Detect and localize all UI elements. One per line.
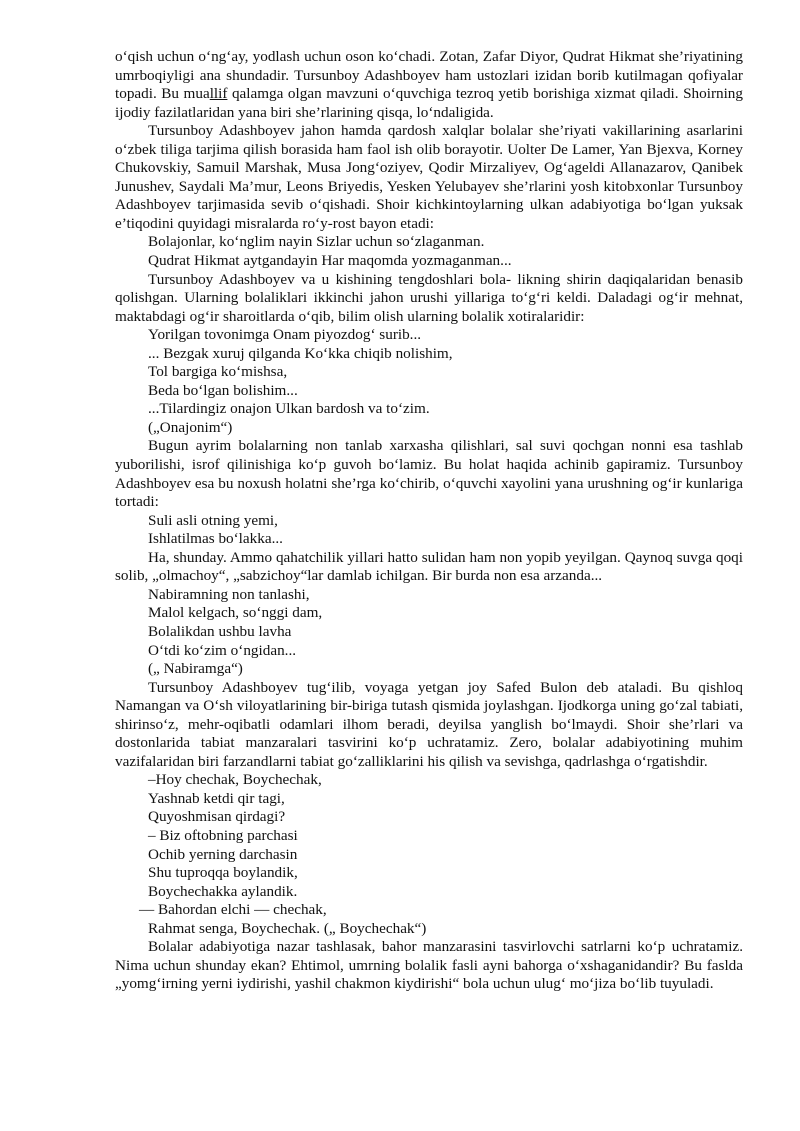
paragraph-6: Tursunboy Adashboyev tug‘ilib, voyaga yetgan joy Safed Bulon deb ataladi. Bu qishloq Namangan va O‘sh viloyatlarining bir-biriga tutash qismida joylashgan. Ijodkorga uning go‘zal tabiati, shirinso‘z, mehr-oqibatli odamlari ilhom beradi, deyilsa yanglish bo‘lmaydi. Shoir she’rlari va dostonlarida tabiat manzaralari tasvirini ko‘p uchratamiz. Zero, bolalar adabiyotining muhim vazifalaridan biri farzandlarni tabiat go‘zalliklarini his qilish va sevishga, qadrlashga o‘rgatishdir. [115, 678, 743, 770]
verse-line: Qudrat Hikmat aytgandayin Har maqomda yozmaganman... [148, 252, 512, 270]
verse-line: Suli asli otning yemi, [148, 511, 278, 529]
verse-line: Boychechakka aylandik. [148, 882, 298, 900]
verse-line: Malol kelgach, so‘nggi dam, [148, 604, 323, 622]
verse-line: Rahmat senga, Boychechak. („ Boychechak“) [148, 919, 427, 937]
verse-line: Shu tuproqqa boylandik, [148, 864, 298, 882]
verse-line: ...Tilardingiz onajon Ulkan bardosh va to‘zim. [148, 400, 430, 418]
poem-source: („ Nabiramga“) [148, 660, 243, 678]
text-run: o‘qish uchun o‘ng‘ay, yodlash uchun oson ko‘chadi. Zotan, Zafar Diyor, Qudrat Hikmat she’riyatining umrboqiyligi ana shundadir. Tursunboy Adashboyev ham ustozlari izidan borib kutilmagan qofiyalar topadi. Bu mua [115, 48, 743, 103]
text-run: qalamga olgan mavzuni o‘quvchiga tezroq yetib borishiga xizmat qiladi. Shoirning ijodiy fazilatlaridan yana biri she’rlarining qisqa, lo‘ndaligida. [115, 85, 743, 121]
paragraph-4: Bugun ayrim bolalarning non tanlab xarxasha qilishlari, sal suvi qochgan nonni esa tashlab yuborilishi, isrof qilinishiga ko‘p guvoh bo‘lamiz. Bu holat haqida achinib gapiramiz. Tursunboy Adashboyev esa bu noxush holatni she’rga ko‘chirib, o‘quvchi xayolini yana urushning og‘ir kunlariga tortadi: [115, 437, 743, 511]
verse-line: — Bahordan elchi — chechak, [139, 901, 327, 919]
paragraph-5: Ha, shunday. Ammo qahatchilik yillari hatto sulidan ham non yopib yeyilgan. Qaynoq suvga qoqi solib, „olmachoy“, „sabzichoy“lar damlab ichilgan. Bir burda non esa arzanda... [115, 548, 743, 585]
verse-line: ... Bezgak xuruj qilganda Ko‘kka chiqib nolishim, [148, 344, 453, 362]
verse-line: Quyoshmisan qirdagi? [148, 808, 286, 826]
verse-line: Yashnab ketdi qir tagi, [148, 789, 285, 807]
verse-line: Bolajonlar, ko‘nglim nayin Sizlar uchun so‘zlaganman. [148, 233, 485, 251]
paragraph-2: Tursunboy Adashboyev jahon hamda qardosh xalqlar bolalar she’riyati vakillarining asarlarini o‘zbek tiliga tarjima qilish borasida ham faol ish olib borayotir. Uolter De Lamer, Yan Bjexva, Korney Chukovskiy, Samuil Marshak, Musa Jong‘oziyev, Qodir Mirzaliyev, Og‘ageldi Allanazarov, Qanibek Junushev, Saydali Ma’mur, Leons Briyedis, Yesken Yelubayev she’rlarini yosh kitobxonlar Tursunboy Adashboyev tarjimasida sevib o‘qishadi. Shoir kichkintoylarning ulkan adabiyotiga bo‘lgan yuksak e’tiqodini quyidagi misralarda ro‘y-rost bayon etadi: [115, 122, 743, 232]
poem-source: („Onajonim“) [148, 418, 233, 436]
verse-line: Bolalikdan ushbu lavha [148, 622, 292, 640]
verse-line: –Hoy chechak, Boychechak, [148, 771, 322, 789]
verse-line: Ishlatilmas bo‘lakka... [148, 530, 283, 548]
paragraph-7: Bolalar adabiyotiga nazar tashlasak, bahor manzarasini tasvirlovchi satrlarni ko‘p uchratamiz. Nima uchun shunday ekan? Ehtimol, umrning bolalik fasli ayni bahorga o‘xshaganidandir? Bu faslda „yomg‘irning yerni iydirishi, yashil chakmon kiydirishi“ bola uchun ulug‘ mo‘jiza bo‘lib tuyuladi. [115, 938, 743, 993]
verse-line: Yorilgan tovonimga Onam piyozdog‘ surib... [148, 326, 422, 344]
underlined-word: llif [209, 85, 228, 103]
verse-line: O‘tdi ko‘zim o‘ngidan... [148, 641, 297, 659]
verse-line: Beda bo‘lgan bolishim... [148, 381, 298, 399]
verse-line: Tol bargiga ko‘mishsa, [148, 363, 288, 381]
paragraph-1 [115, 48, 743, 122]
document-page [115, 48, 743, 994]
paragraph-3: Tursunboy Adashboyev va u kishining tengdoshlari bola- likning shirin daqiqalaridan benasib qolishgan. Ularning bolaliklari ikkinchi jahon urushi yillariga to‘g‘ri keldi. Daladagi og‘ir mehnat, maktabdagi og‘ir sharoitlarda o‘qib, bilim olish ularning bolalik xotiralaridir: [115, 270, 743, 325]
verse-line: Ochib yerning darchasin [148, 845, 298, 863]
verse-line: Nabiramning non tanlashi, [148, 585, 310, 603]
verse-line: – Biz oftobning parchasi [148, 826, 298, 844]
